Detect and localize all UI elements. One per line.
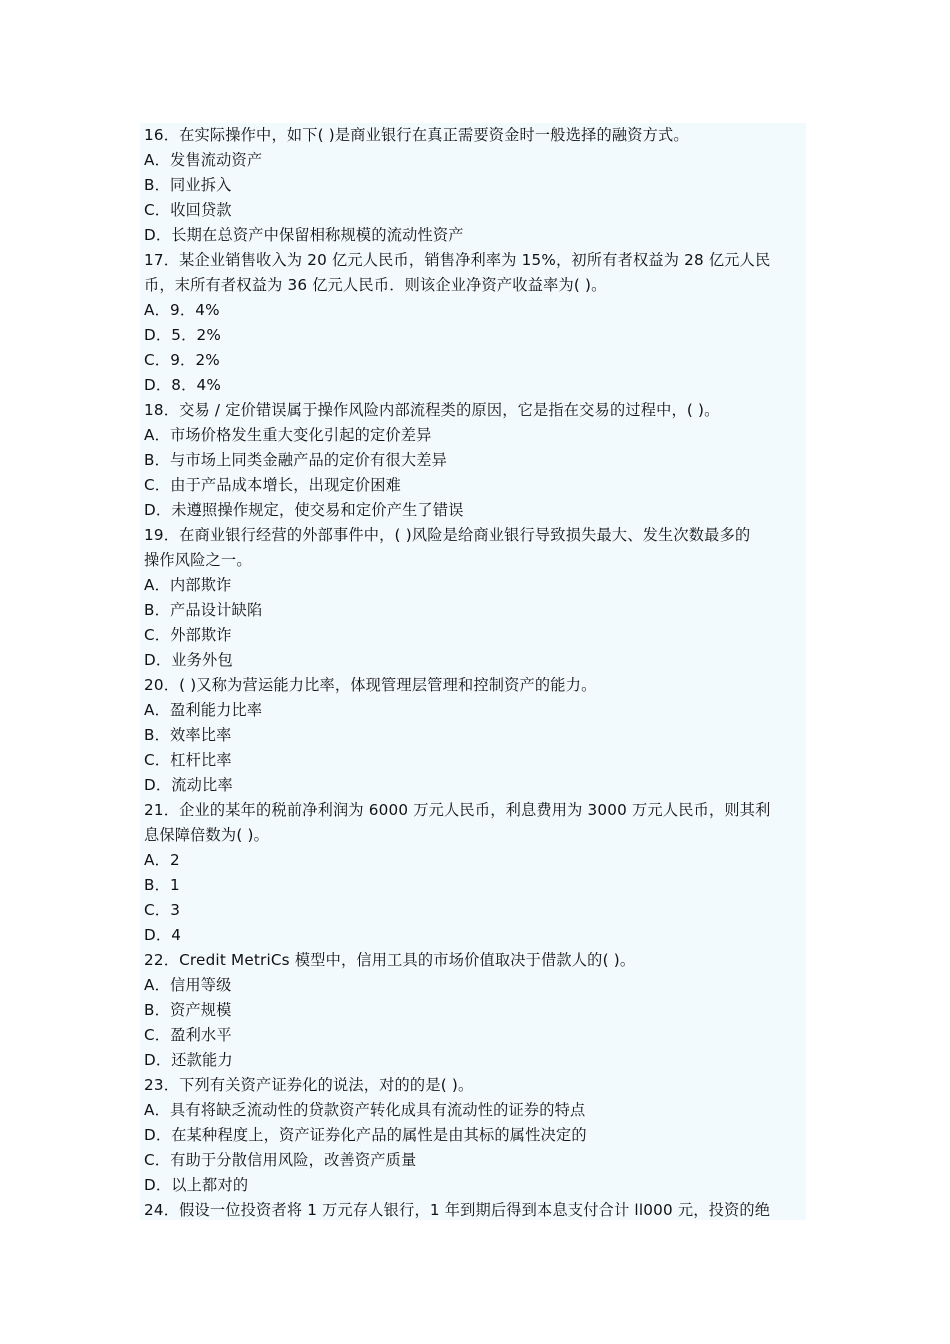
question-24-stem-line-1: 24．假设一位投资者将 1 万元存人银行，1 年到期后得到本息支付合计 ll000 元，投资的绝 [144,1201,771,1219]
question-18-option-c: C．由于产品成本增长，出现定价困难 [144,476,402,494]
question-16-option-a: A．发售流动资产 [144,151,263,169]
question-20-option-d: D．流动比率 [144,776,233,794]
question-21-stem-line-1: 21．企业的某年的税前净利润为 6000 万元人民币，利息费用为 3000 万元人民币，则其利 [144,801,771,819]
question-19-stem-line-1: 19．在商业银行经营的外部事件中，( )风险是给商业银行导致损失最大、发生次数最多的 [144,526,751,544]
question-19-option-a: A．内部欺诈 [144,576,232,594]
question-21-stem-line-2: 息保障倍数为( )。 [144,826,269,844]
question-17-option-c: C．9．2% [144,351,220,369]
question-20-option-a: A．盈利能力比率 [144,701,263,719]
question-18-option-a: A．市场价格发生重大变化引起的定价差异 [144,426,432,444]
question-23-stem: 23．下列有关资产证券化的说法，对的的是( )。 [144,1076,474,1094]
question-18-stem: 18．交易 / 定价错误属于操作风险内部流程类的原因，它是指在交易的过程中，( )。 [144,401,720,419]
question-22-stem: 22．Credit MetriCs 模型中，信用工具的市场价值取决于借款人的( )。 [144,951,636,969]
question-23-option-c: C．有助于分散信用风险，改善资产质量 [144,1151,417,1169]
question-18-option-d: D．未遵照操作规定，使交易和定价产生了错误 [144,501,464,519]
question-19-stem-line-2: 操作风险之一。 [144,551,252,569]
question-16-stem: 16．在实际操作中，如下( )是商业银行在真正需要资金时一般选择的融资方式。 [144,126,689,144]
question-16-option-c: C．收回贷款 [144,201,232,219]
question-23-option-d-first: D．在某种程度上，资产证券化产品的属性是由其标的属性决定的 [144,1126,587,1144]
question-22-option-c: C．盈利水平 [144,1026,232,1044]
question-22-option-b: B．资产规模 [144,1001,232,1019]
question-19-option-d: D．业务外包 [144,651,233,669]
question-text-block [140,123,806,1220]
question-22-option-d: D．还款能力 [144,1051,233,1069]
question-20-option-b: B．效率比率 [144,726,232,744]
question-16-option-d: D．长期在总资产中保留相称规模的流动性资产 [144,226,464,244]
question-18-option-b: B．与市场上同类金融产品的定价有很大差异 [144,451,447,469]
question-21-option-c: C．3 [144,901,181,919]
question-16-option-b: B．同业拆入 [144,176,232,194]
question-19-option-b: B．产品设计缺陷 [144,601,263,619]
question-21-option-a: A．2 [144,851,180,869]
question-23-option-a: A．具有将缺乏流动性的贷款资产转化成具有流动性的证券的特点 [144,1101,586,1119]
question-20-option-c: C．杠杆比率 [144,751,232,769]
question-17-option-d: D．8．4% [144,376,222,394]
question-17-option-d-first: D．5．2% [144,326,222,344]
question-21-option-b: B．1 [144,876,180,894]
question-17-option-a: A．9．4% [144,301,220,319]
question-17-stem-line-1: 17．某企业销售收入为 20 亿元人民币，销售净利率为 15%，初所有者权益为 28 亿元人民 [144,251,771,269]
question-17-stem-line-2: 币，末所有者权益为 36 亿元人民币．则该企业净资产收益率为( )。 [144,276,607,294]
question-20-stem: 20．( )又称为营运能力比率，体现管理层管理和控制资产的能力。 [144,676,597,694]
question-19-option-c: C．外部欺诈 [144,626,232,644]
question-21-option-d: D．4 [144,926,182,944]
question-23-option-d: D．以上都对的 [144,1176,249,1194]
question-22-option-a: A．信用等级 [144,976,232,994]
